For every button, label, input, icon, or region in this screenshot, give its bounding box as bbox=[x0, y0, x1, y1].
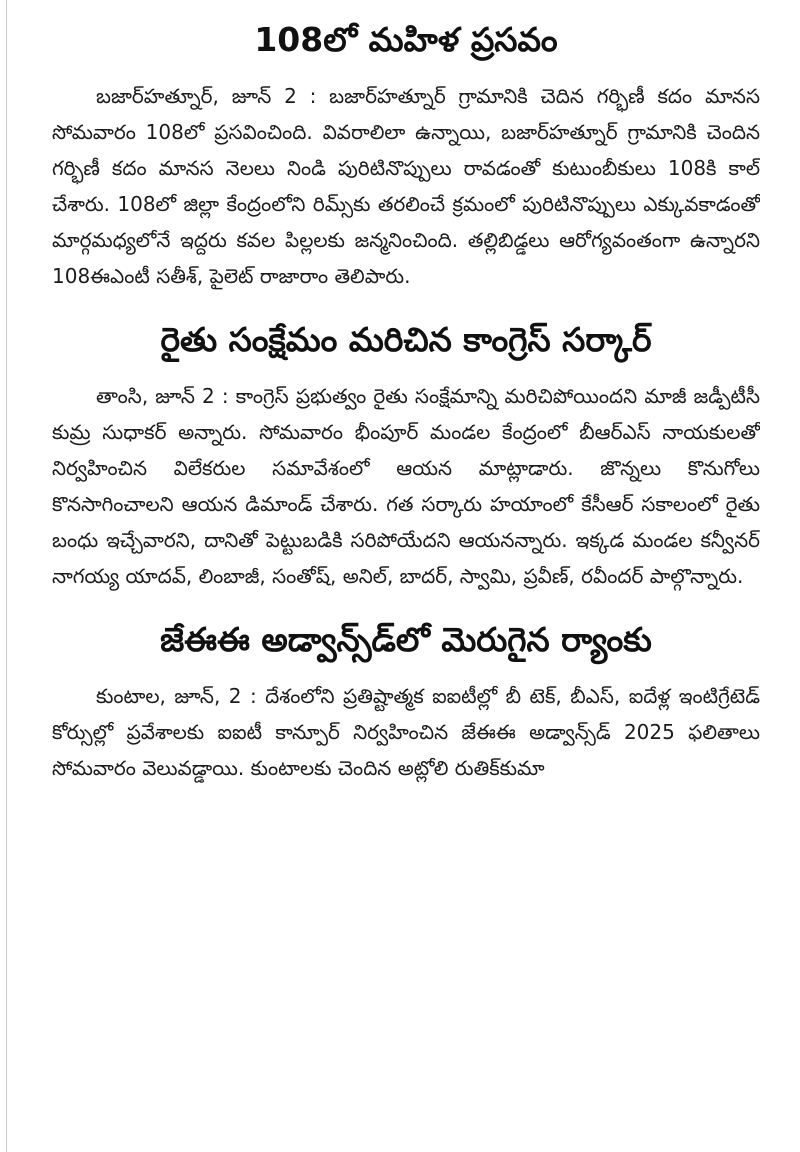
column-divider-line bbox=[6, 0, 7, 1152]
newspaper-column bbox=[52, 8, 760, 1152]
article-body: తాంసి, జూన్ 2 : కాంగ్రెస్ ప్రభుత్వం రైతు సంక్షేమాన్ని మరిచిపోయిందని మాజీ జడ్పీటీసీ కుమ్ర సుధాకర్ అన్నారు. సోమవారం భీంపూర్ మండల కేంద్రంలో బీఆర్ఎస్ నాయకులతో నిర్వహించిన విలేకరుల సమావేశంలో ఆయన మాట్లాడారు. జొన్నలు కొనుగోలు కొనసాగించాలని ఆయన డిమాండ్ చేశారు. గత సర్కారు హయాంలో కేసీఆర్ సకాలంలో రైతు బంధు ఇచ్చేవారని, దానితో పెట్టుబడికి సరిపోయేదని ఆయనన్నారు. ఇక్కడ మండల కన్వీనర్ నాగయ్య యాదవ్, లింబాజీ, సంతోష్, అనిల్, బాదర్, స్వామి, ప్రవీణ్, రవీందర్ పాల్గొన్నారు. bbox=[52, 384, 760, 588]
article-body: కుంటాల, జూన్, 2 : దేశంలోని ప్రతిష్టాత్మక ఐఐటీల్లో బీ టెక్, బీఎస్, ఐదేళ్ల ఇంటిగ్రేటెడ్ కోర్సుల్లో ప్రవేశాలకు ఐఐటీ కాన్పూర్ నిర్వహించిన జేఈఈ అడ్వాన్స్‌డ్ 2025 ఫలితాలు సోమవారం వెలువడ్డాయి. కుంటాలకు చెందిన అట్లోలి రుతిక్‌కుమా bbox=[52, 684, 760, 780]
article-headline: జేఈఈ అడ్వాన్స్‌డ్‌లో మెరుగైన ర్యాంకు bbox=[160, 620, 652, 659]
article-headline: రైతు సంక్షేమం మరిచిన కాంగ్రెస్ సర్కార్ bbox=[160, 320, 652, 359]
article-headline: 108లో మహిళ ప్రసవం bbox=[254, 20, 558, 59]
article-1 bbox=[52, 8, 760, 294]
article-body: బజార్‌హత్నూర్, జూన్ 2 : బజార్‌హత్నూర్ గ్రామానికి చెదిన గర్భిణీ కదం మానస సోమవారం 108లో ప్రసవించింది. వివరాలిలా ఉన్నాయి, బజార్‌హత్నూర్ గ్రామానికి చెందిన గర్భిణీ కదం మానస నెలలు నిండి పురిటినొప్పులు రావడంతో కుటుంబీకులు 108కి కాల్ చేశారు. 108లో జిల్లా కేంద్రంలోని రిమ్స్‌కు తరలించే క్రమంలో పురిటినొప్పులు ఎక్కువకాడంతో మార్గమధ్యలోనే ఇద్దరు కవల పిల్లలకు జన్మనించింది. తల్లిబిడ్డలు ఆరోగ్యవంతంగా ఉన్నారని 108ఈఎంటీ సతీశ్, పైలెట్ రాజారాం తెలిపారు. bbox=[52, 84, 760, 288]
article-2 bbox=[52, 308, 760, 594]
article-3 bbox=[52, 608, 760, 786]
